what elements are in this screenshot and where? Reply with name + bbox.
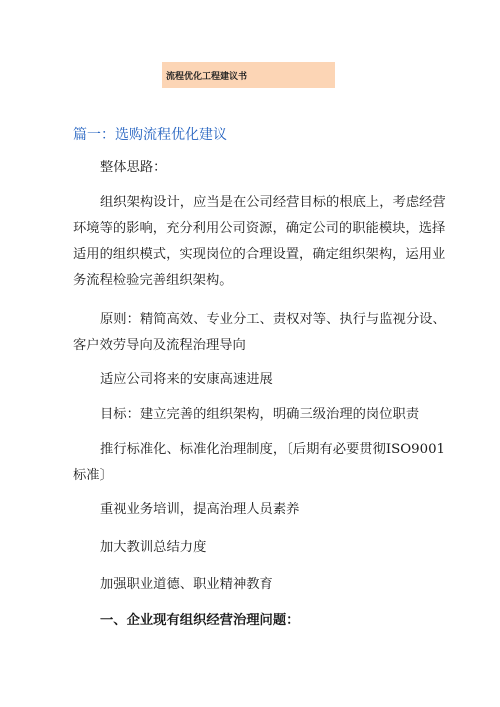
paragraph-goals: 目标：建立完善的组织架构，明确三级治理的岗位职责 [100,407,420,422]
paragraph-overall-idea: 整体思路： [100,160,167,175]
paragraph-line: 组织架构设计，应当是在公司经营目标的根底上，考虑经营 [100,195,446,210]
paragraph-line: 推行标准化、标准化治理制度，〔后期有必要贯彻ISO9001 [100,442,445,457]
paragraph-line: 务流程检验完善组织架构。 [73,273,233,288]
paragraph-line: 客户效劳导向及流程治理导向 [73,338,246,353]
paragraph-line: 环境等的影响，充分利用公司资源，确定公司的职能模块，选择 [73,221,446,236]
section-heading: 篇一：选购流程优化建议 [73,127,227,143]
paragraph-ethics: 加强职业道德、职业精神教育 [100,577,273,592]
paragraph-org-design [73,190,446,294]
subsection-heading: 一、企业现有组织经营治理问题： [100,613,300,628]
paragraph-training: 重视业务培训，提高治理人员素养 [100,502,300,517]
paragraph-standardization [73,437,445,489]
paragraph-line: 适用的组织模式，实现岗位的合理设置，确定组织架构，运用业 [73,247,446,262]
paragraph-line: 标准〕 [73,468,113,483]
document-title: 流程优化工程建议书 [166,71,248,82]
paragraph-principles [73,307,446,359]
paragraph-future-development: 适应公司将来的安康高速进展 [100,372,273,387]
paragraph-lessons: 加大教训总结力度 [100,540,207,555]
paragraph-line: 原则：精简高效、专业分工、责权对等、执行与监视分设、 [100,312,446,327]
document-header-banner [162,62,335,88]
